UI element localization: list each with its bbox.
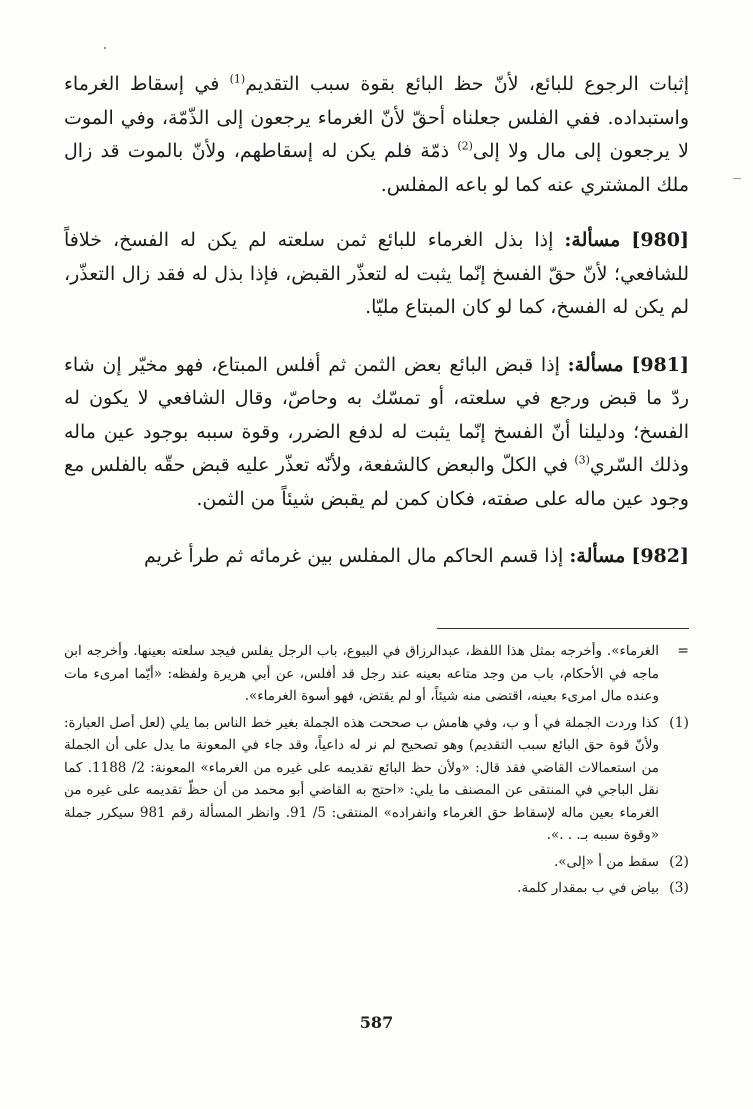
footnote-mark: (2) bbox=[669, 853, 689, 870]
paragraph-980 bbox=[64, 224, 689, 325]
main-text bbox=[64, 68, 689, 598]
footnote-continued bbox=[64, 640, 689, 708]
para-text: في الكلّ والبعض كالشفعة، ولأنّه تعذّر عليه قبض حقّه بالفلس مع وجود عين ماله على صفته، فكان كمن لم يقبض شيئاً من الثمن. bbox=[64, 454, 689, 510]
footnote-2 bbox=[64, 851, 689, 874]
footnote-mark: (1) bbox=[669, 714, 689, 731]
issue-label: مسألة: bbox=[564, 229, 621, 251]
footnote-text: الغرماء». وأخرجه بمثل هذا اللفظ، عبدالرزاق في البيوع، باب الرجل يفلس فيجد سلعته بعينها. وأخرجه ابن ماجه في الأحكام، باب من وجد متاعه بعينه عند رجل قد أفلس، عن أبي هريرة ولفظه: «أيّما امرىء مات وعنده مال امرىء بعينه، اقتضى منه شيئاً، أو لم يقتض، فهو أسوة الغرماء». bbox=[64, 643, 659, 704]
footnote-divider bbox=[437, 628, 689, 629]
para-text: إذا قسم الحاكم مال المفلس بين غرمائه ثم طرأ غريم bbox=[144, 545, 570, 567]
issue-number: [980] bbox=[631, 229, 689, 251]
footnote-1 bbox=[64, 712, 689, 847]
para-text: إذا بذل الغرماء للبائع ثمن سلعته لم يكن له الفسخ، خلافاً للشافعي؛ لأنّ حقّ الفسخ إنّما يثبت له لتعذّر القبض، فإذا بذل له فقد زال التعذّر، لم يكن له الفسخ، كما لو كان المبتاع مليّا. bbox=[64, 229, 689, 318]
footnote-ref-3[interactable]: (3) bbox=[574, 453, 590, 467]
paragraph-981 bbox=[64, 349, 689, 517]
footnote-mark: (3) bbox=[669, 880, 689, 896]
footnote-mark: = bbox=[677, 643, 689, 659]
paragraph-982 bbox=[64, 540, 689, 574]
footnote-ref-1[interactable]: (1) bbox=[229, 72, 246, 86]
para-text: في إسقاط الغرماء واستبداده. ففي الفلس جعلناه أحقّ لأنّ الغرماء يرجعون إلى الذّمّة، وفي الموت لا يرجعون إلى مال ولا إلى bbox=[64, 73, 690, 162]
footnote-text: بياض في ب بمقدار كلمة. bbox=[517, 880, 659, 896]
margin-dash bbox=[733, 178, 741, 179]
footnotes bbox=[64, 640, 689, 904]
issue-number: [981] bbox=[631, 353, 689, 376]
para-text: إثبات الرجوع للبائع، لأنّ حظ البائع بقوة سبب التقديم bbox=[245, 73, 690, 95]
para-text: ذمّة فلم يكن له إسقاطهم، ولأنّ بالموت قد زال ملك المشتري عنه كما لو باعه المفلس. bbox=[64, 140, 689, 196]
margin-dot bbox=[104, 47, 106, 49]
footnote-ref-2[interactable]: (2) bbox=[457, 139, 473, 153]
footnote-3 bbox=[64, 877, 689, 900]
issue-label: مسألة: bbox=[569, 545, 626, 567]
para-text: إذا قبض البائع بعض الثمن ثم أفلس المبتاع، فهو مخيّر إن شاء ردّ ما قبض ورجع في سلعته، أو تمسّك به وحاصّ، وقال الشافعي لا يكون له الفسخ؛ ودليلنا أنّ الفسخ إنّما يثبت له لدفع الضرر، وقوة سببه بوجود عين ماله وذلك السّري bbox=[64, 353, 689, 476]
page-number: 587 bbox=[359, 1013, 394, 1032]
footnote-text: كذا وردت الجملة في أ و ب، وفي هامش ب صححت هذه الجملة بغير خط الناس بما يلي (لعل أصل العبارة: ولأنّ قوة حق البائع سبب التقديم) وهو تصحيح لم نر له داعياً، وقد جاء في المعونة ما يدل على أن الجملة من استعمالات القاضي فقد قال: «ولأن حظ البائع تقديمه على غيره من الغرماء» المعونة: 2/ 1188. كما نقل الباجي في المنتقى عن المصنف ما يلي: «احتج به القاضي أبو محمد من أن حظّ تقديمه على غيره من الغرماء بعين ماله لإسقاط حق الغرماء وانفراده» المنتقى: 5/ 91. وانظر المسألة رقم 981 سيكرر جملة «وقوة سببه بـ. . .». bbox=[64, 714, 660, 843]
paragraph-continuation bbox=[64, 68, 689, 202]
footnote-text: سقط من أ «إلى». bbox=[553, 853, 659, 870]
issue-number: [982] bbox=[631, 545, 689, 567]
issue-label: مسألة: bbox=[567, 353, 624, 376]
